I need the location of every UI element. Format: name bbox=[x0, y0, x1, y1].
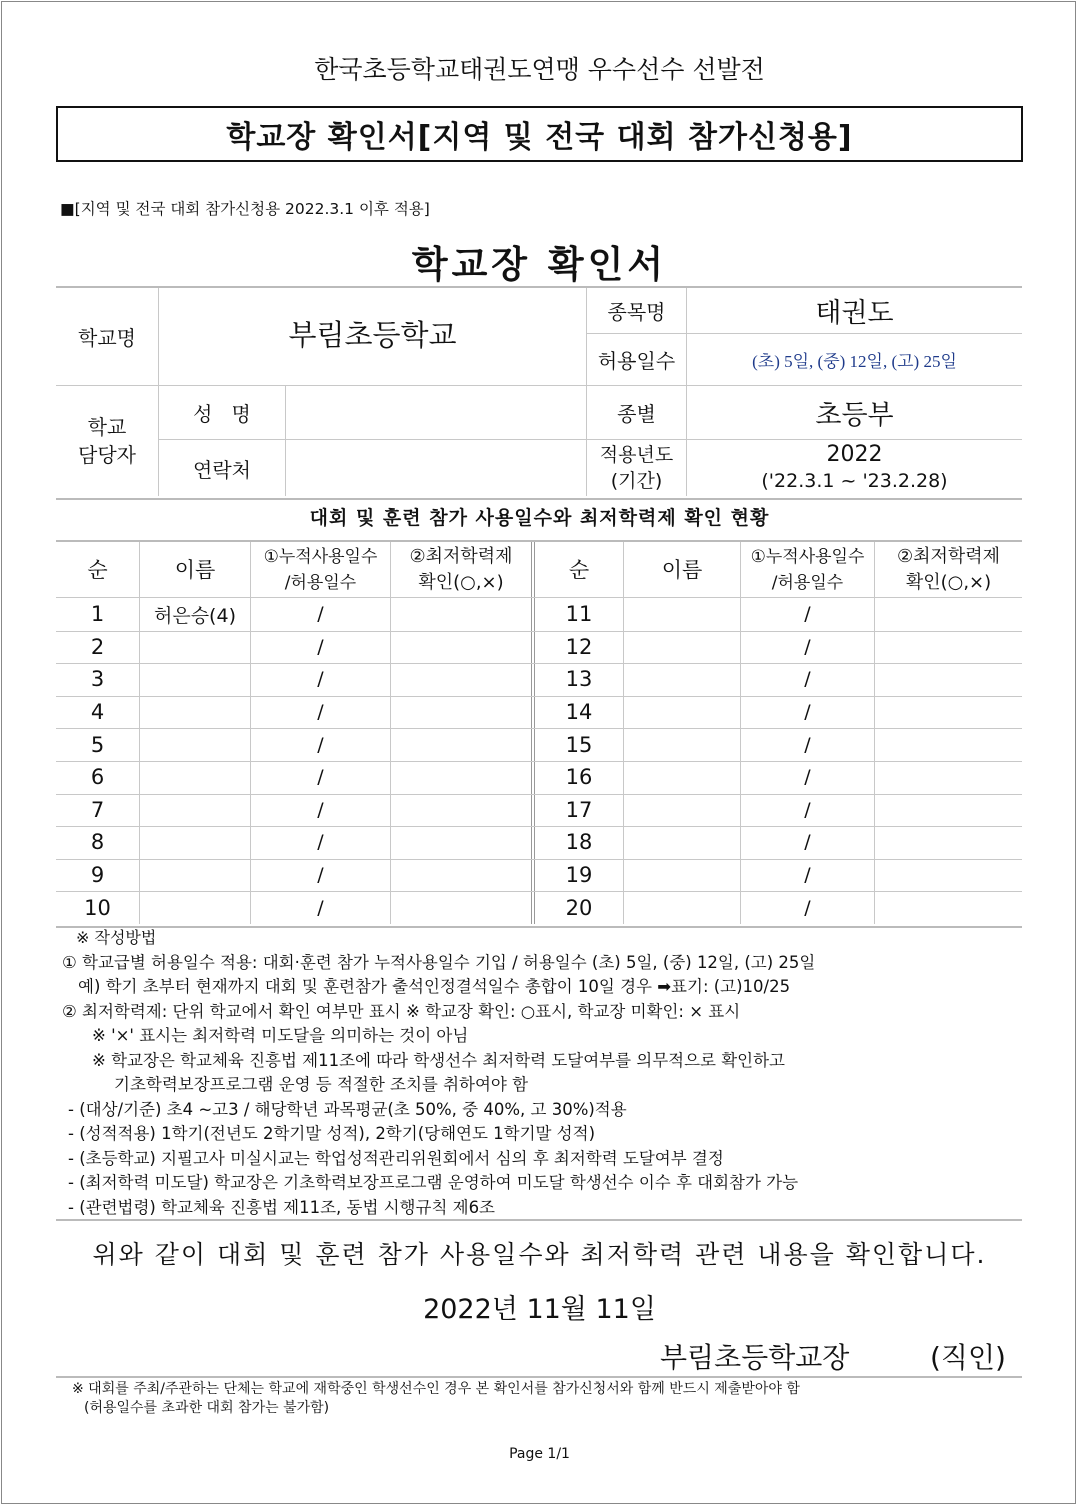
year-label bbox=[587, 440, 686, 496]
student-name-cell[interactable] bbox=[140, 826, 250, 859]
divider bbox=[56, 1376, 1022, 1378]
footnote-line2: (허용일수를 초과한 대회 참가는 불가함) bbox=[84, 1400, 330, 1416]
col-check-header bbox=[391, 542, 531, 597]
days-cell[interactable]: / bbox=[804, 635, 811, 658]
allowed-days-value: (초) 5일, (중) 12일, (고) 25일 bbox=[752, 352, 957, 371]
row-number: 5 bbox=[90, 732, 105, 757]
manager-label-line1: 학교 bbox=[87, 415, 127, 439]
official-seal-mark: (직인) bbox=[930, 1341, 1006, 1374]
student-name-cell[interactable] bbox=[624, 891, 740, 924]
row-number: 4 bbox=[90, 700, 105, 725]
detail-law: - (관련법령) 학교체육 진흥법 제11조, 동법 시행규칙 제6조 bbox=[68, 1197, 495, 1217]
student-name-cell[interactable] bbox=[140, 696, 250, 729]
year-label-line2: (기간) bbox=[610, 470, 663, 492]
school-name-value: 부림초등학교 bbox=[288, 317, 457, 352]
check-cell[interactable] bbox=[391, 794, 531, 827]
days-cell[interactable]: / bbox=[317, 766, 324, 789]
check-cell[interactable] bbox=[391, 696, 531, 729]
check-cell[interactable] bbox=[875, 826, 1022, 859]
instructions-heading: ※ 작성방법 bbox=[76, 928, 157, 947]
col-days-header-right bbox=[741, 542, 874, 597]
division-label: 종별 bbox=[617, 402, 656, 426]
check-cell[interactable] bbox=[391, 598, 531, 631]
check-cell[interactable] bbox=[875, 663, 1022, 696]
student-name-cell[interactable] bbox=[624, 826, 740, 859]
col-name-header-right: 이름 bbox=[661, 557, 703, 582]
row-number: 19 bbox=[565, 863, 593, 888]
name-label: 성 명 bbox=[193, 402, 251, 426]
col-days-header-right-line1: ①누적사용일수 bbox=[750, 546, 865, 567]
days-cell[interactable]: / bbox=[804, 766, 811, 789]
check-cell[interactable] bbox=[391, 859, 531, 892]
check-cell[interactable] bbox=[875, 794, 1022, 827]
year-value bbox=[687, 440, 1022, 496]
manager-label bbox=[56, 386, 158, 496]
document-date: 2022년 11월 11일 bbox=[423, 1294, 656, 1325]
check-cell[interactable] bbox=[875, 696, 1022, 729]
col-days-header-line1: ①누적사용일수 bbox=[263, 546, 378, 567]
student-name-cell[interactable] bbox=[140, 859, 250, 892]
student-name-cell[interactable] bbox=[140, 663, 250, 696]
instruction-2: ② 최저학력제: 단위 학교에서 확인 여부만 표시 ※ 학교장 확인: ○표시, 학교장 미확인: × 표시 bbox=[62, 1001, 741, 1021]
instruction-1-example: 예) 학기 초부터 현재까지 대회 및 훈련참가 출석인정결석일수 총합이 10일 경우 ➡표기: (고)10/25 bbox=[78, 977, 791, 996]
row-number: 12 bbox=[565, 634, 593, 659]
confirmation-statement: 위와 같이 대회 및 훈련 참가 사용일수와 최저학력 관련 내용을 확인합니다. bbox=[92, 1240, 987, 1269]
col-check-header-right bbox=[875, 542, 1022, 597]
row-number: 3 bbox=[90, 667, 105, 692]
check-cell[interactable] bbox=[875, 598, 1022, 631]
row-number: 16 bbox=[565, 765, 593, 790]
allowed-days-label: 허용일수 bbox=[597, 349, 676, 373]
instructions bbox=[56, 926, 1022, 1220]
days-cell[interactable]: / bbox=[317, 668, 324, 691]
row-number: 6 bbox=[90, 765, 105, 790]
student-name-cell[interactable] bbox=[624, 859, 740, 892]
year-label-line1: 적용년도 bbox=[599, 444, 674, 466]
sub-title: 학교장 확인서 bbox=[411, 243, 668, 286]
days-cell[interactable]: / bbox=[317, 798, 324, 821]
row-number: 17 bbox=[565, 797, 593, 822]
period-value-text: ('22.3.1 ~ '23.2.28) bbox=[761, 470, 948, 492]
row-number: 15 bbox=[565, 732, 593, 757]
days-cell[interactable]: / bbox=[317, 603, 324, 626]
check-cell[interactable] bbox=[391, 663, 531, 696]
col-check-header-right-line2: 확인(○,×) bbox=[905, 571, 992, 593]
event-value: 태권도 bbox=[815, 298, 894, 329]
col-check-header-line1: ②최저학력제 bbox=[409, 545, 513, 567]
col-days-header-line2: /허용일수 bbox=[284, 572, 357, 593]
student-name-cell[interactable] bbox=[624, 631, 740, 664]
instruction-2-note-b: ※ 학교장은 학교체육 진흥법 제11조에 따라 학생선수 최저학력 도달여부를 의무적으로 확인하고 bbox=[92, 1050, 785, 1070]
col-days-header-right-line2: /허용일수 bbox=[771, 572, 844, 593]
row-number: 9 bbox=[90, 863, 105, 888]
col-no-header-right: 순 bbox=[568, 557, 590, 582]
col-days-header bbox=[251, 542, 390, 597]
days-cell[interactable]: / bbox=[804, 896, 811, 919]
check-cell[interactable] bbox=[875, 761, 1022, 794]
row-number: 20 bbox=[565, 895, 593, 920]
student-name-cell[interactable] bbox=[140, 891, 250, 924]
check-cell[interactable] bbox=[391, 761, 531, 794]
row-number: 18 bbox=[565, 830, 593, 855]
days-cell[interactable]: / bbox=[317, 635, 324, 658]
instruction-1: ① 학교급별 허용일수 적용: 대회·훈련 참가 누적사용일수 기입 / 허용일수 (초) 5일, (중) 12일, (고) 25일 bbox=[62, 952, 816, 972]
row-number: 1 bbox=[90, 602, 105, 627]
student-name-cell[interactable] bbox=[140, 631, 250, 664]
days-cell[interactable]: / bbox=[317, 864, 324, 887]
info-table bbox=[56, 286, 1022, 500]
check-cell[interactable] bbox=[391, 826, 531, 859]
row-number: 2 bbox=[90, 634, 105, 659]
days-cell[interactable]: / bbox=[804, 798, 811, 821]
student-name-cell[interactable] bbox=[140, 794, 250, 827]
student-name-cell[interactable] bbox=[624, 794, 740, 827]
detail-grades: - (성적적용) 1학기(전년도 2학기말 성적), 2학기(당해연도 1학기말 성적) bbox=[68, 1124, 596, 1143]
check-cell[interactable] bbox=[391, 891, 531, 924]
row-number: 14 bbox=[565, 700, 593, 725]
name-field[interactable] bbox=[286, 386, 586, 439]
roster-section-title: 대회 및 훈련 참가 사용일수와 최저학력제 확인 현황 bbox=[309, 507, 770, 529]
row-number: 13 bbox=[565, 667, 593, 692]
row-number: 7 bbox=[90, 797, 105, 822]
days-cell[interactable]: / bbox=[317, 733, 324, 756]
page-number: Page 1/1 bbox=[509, 1446, 570, 1462]
instruction-2-note-a: ※ '×' 표시는 최저학력 미도달을 의미하는 것이 아님 bbox=[92, 1026, 469, 1045]
check-cell[interactable] bbox=[875, 631, 1022, 664]
roster-table bbox=[56, 540, 1022, 928]
contact-field[interactable] bbox=[286, 440, 586, 496]
year-value-text: 2022 bbox=[826, 442, 883, 467]
event-label: 종목명 bbox=[607, 300, 666, 324]
application-notice: ■[지역 및 전국 대회 참가신청용 2022.3.1 이후 적용] bbox=[60, 200, 430, 218]
days-cell[interactable]: / bbox=[804, 603, 811, 626]
check-cell[interactable] bbox=[875, 859, 1022, 892]
col-check-header-right-line1: ②최저학력제 bbox=[896, 545, 1001, 567]
check-cell[interactable] bbox=[391, 631, 531, 664]
col-no-header: 순 bbox=[87, 557, 108, 582]
student-name-cell[interactable] bbox=[624, 598, 740, 631]
student-name-cell[interactable] bbox=[140, 728, 250, 761]
manager-label-line2: 담당자 bbox=[78, 443, 136, 467]
days-cell[interactable]: / bbox=[804, 701, 811, 724]
document-title: 학교장 확인서[지역 및 전국 대회 참가신청용] bbox=[56, 106, 1023, 162]
student-name-cell[interactable] bbox=[624, 728, 740, 761]
division-value: 초등부 bbox=[815, 400, 894, 431]
divider bbox=[56, 1219, 1022, 1221]
student-name-cell[interactable] bbox=[624, 696, 740, 729]
row-number: 10 bbox=[84, 895, 111, 920]
signer-name: 부림초등학교장 bbox=[660, 1341, 850, 1374]
instruction-2-note-c: 기초학력보장프로그램 운영 등 적절한 조치를 취하여야 함 bbox=[114, 1075, 529, 1094]
student-name-cell[interactable] bbox=[624, 663, 740, 696]
days-cell[interactable]: / bbox=[804, 668, 811, 691]
check-cell[interactable] bbox=[875, 728, 1022, 761]
top-title: 한국초등학교태권도연맹 우수선수 선발전 bbox=[314, 55, 765, 84]
days-cell[interactable]: / bbox=[804, 864, 811, 887]
student-name-cell[interactable] bbox=[140, 761, 250, 794]
check-cell[interactable] bbox=[391, 728, 531, 761]
row-number: 8 bbox=[90, 830, 105, 855]
student-name-cell[interactable] bbox=[624, 761, 740, 794]
detail-not-reached: - (최저학력 미도달) 학교장은 기초학력보장프로그램 운영하여 미도달 학생선수 이수 후 대회참가 가능 bbox=[68, 1173, 799, 1192]
student-name-cell[interactable]: 허은승(4) bbox=[154, 604, 236, 627]
footnote bbox=[72, 1380, 800, 1418]
col-check-header-line2: 확인(○,×) bbox=[418, 571, 504, 593]
days-cell[interactable]: / bbox=[804, 831, 811, 854]
col-name-header: 이름 bbox=[174, 557, 216, 582]
days-cell[interactable]: / bbox=[317, 701, 324, 724]
row-number: 11 bbox=[565, 602, 593, 627]
days-cell[interactable]: / bbox=[804, 733, 811, 756]
detail-elementary: - (초등학교) 지필고사 미실시교는 학업성적관리위원회에서 심의 후 최저학력 도달여부 결정 bbox=[68, 1148, 724, 1168]
school-label: 학교명 bbox=[78, 326, 136, 350]
check-cell[interactable] bbox=[875, 891, 1022, 924]
days-cell[interactable]: / bbox=[317, 831, 324, 854]
detail-target: - (대상/기준) 초4 ~고3 / 해당학년 과목평균(초 50%, 중 40%, 고 30%)적용 bbox=[68, 1099, 627, 1119]
footnote-line1: ※ 대회를 주최/주관하는 단체는 학교에 재학중인 학생선수인 경우 본 확인서를 참가신청서와 함께 반드시 제출받아야 함 bbox=[72, 1381, 800, 1397]
contact-label: 연락처 bbox=[193, 457, 251, 482]
days-cell[interactable]: / bbox=[317, 896, 324, 919]
